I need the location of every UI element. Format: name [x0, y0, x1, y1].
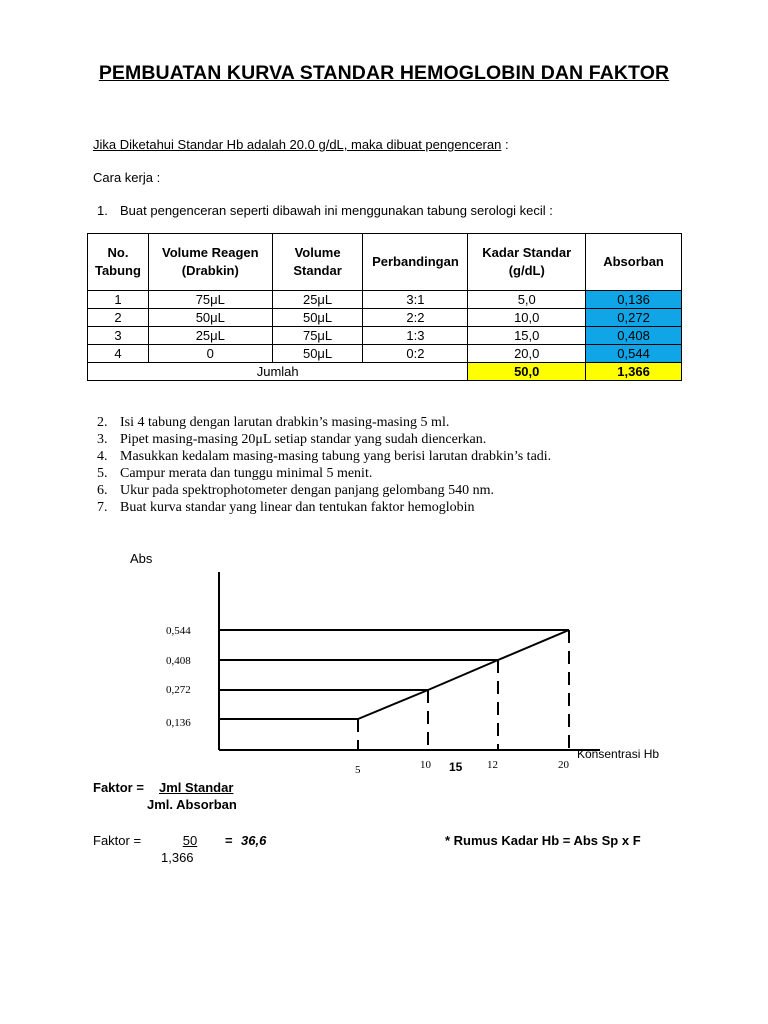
cell-total-absorban: 1,366 [586, 363, 682, 381]
y-tick-label: 0,408 [166, 655, 191, 667]
list-item: 2. Isi 4 tabung dengan larutan drabkin’s masing-masing 5 ml. [97, 415, 450, 430]
list-item: 7. Buat kurva standar yang linear dan tentukan faktor hemoglobin [97, 500, 475, 515]
x-tick-label: 15 [449, 760, 463, 774]
cell-perbandingan: 0:2 [363, 345, 468, 363]
cell-no: 1 [88, 291, 149, 309]
list-item: 6. Ukur pada spektrophotometer dengan panjang gelombang 540 nm. [97, 483, 495, 498]
step-1-text: Buat pengenceran seperti dibawah ini menggunakan tabung serologi kecil : [120, 203, 553, 218]
x-tick-label: 5 [355, 764, 361, 776]
header-absorban: Absorban [586, 234, 682, 291]
cell-standar: 50μL [272, 309, 363, 327]
list-item: 5. Campur merata dan tunggu minimal 5 menit. [97, 466, 373, 481]
rumus-kadar-hb: * Rumus Kadar Hb = Abs Sp x F [445, 833, 641, 848]
y-tick-label: 0,136 [166, 717, 191, 729]
cell-standar: 50μL [272, 345, 363, 363]
list-item: 4. Masukkan kedalam masing-masing tabung yang berisi larutan drabkin’s tadi. [97, 449, 552, 464]
cell-absorban: 0,544 [586, 345, 682, 363]
cell-jumlah-label: Jumlah [88, 363, 468, 381]
cell-reagen: 75μL [148, 291, 272, 309]
header-kadar-standar: Kadar Standar (g/dL) [468, 234, 586, 291]
faktor-denominator-1: Jml. Absorban [147, 797, 237, 812]
header-volume-reagen: Volume Reagen (Drabkin) [148, 234, 272, 291]
faktor-label-1: Faktor = [93, 780, 144, 795]
cell-standar: 25μL [272, 291, 363, 309]
standard-curve-line [358, 630, 569, 719]
faktor-numerator-2: 50 [182, 833, 198, 848]
cell-no: 3 [88, 327, 149, 345]
cara-kerja-label: Cara kerja : [93, 170, 161, 185]
intro-standard-text: Jika Diketahui Standar Hb adalah 20.0 g/dL, maka dibuat pengenceran [93, 137, 502, 152]
faktor-label-2: Faktor = [93, 833, 142, 848]
cell-absorban: 0,272 [586, 309, 682, 327]
x-tick-label: 10 [420, 759, 431, 771]
cell-total-kadar: 50,0 [468, 363, 586, 381]
x-tick-label: 12 [487, 759, 498, 771]
cell-perbandingan: 1:3 [363, 327, 468, 345]
faktor-result: 36,6 [241, 833, 267, 848]
faktor-equals: = [225, 833, 233, 848]
cell-absorban: 0,136 [586, 291, 682, 309]
cell-kadar: 20,0 [468, 345, 586, 363]
cell-kadar: 10,0 [468, 309, 586, 327]
cell-perbandingan: 2:2 [363, 309, 468, 327]
cell-standar: 75μL [272, 327, 363, 345]
intro-standard-colon: : [501, 137, 509, 152]
cell-reagen: 50μL [148, 309, 272, 327]
step-1-number: 1. [97, 203, 108, 218]
graph-x-axis-label: Konsentrasi Hb [577, 747, 660, 761]
cell-kadar: 5,0 [468, 291, 586, 309]
faktor-numerator-1: Jml Standar [159, 780, 234, 795]
header-no-tabung: No. Tabung [88, 234, 149, 291]
list-item: 3. Pipet masing-masing 20μL setiap standar yang sudah diencerkan. [97, 432, 487, 447]
cell-absorban: 0,408 [586, 327, 682, 345]
header-perbandingan: Perbandingan [363, 234, 468, 291]
cell-no: 2 [88, 309, 149, 327]
faktor-denominator-2: 1,366 [161, 850, 194, 865]
y-tick-label: 0,544 [166, 625, 191, 637]
page-title: PEMBUATAN KURVA STANDAR HEMOGLOBIN DAN FAKTOR [98, 62, 670, 84]
cell-reagen: 0 [148, 345, 272, 363]
graph-y-axis-label: Abs [130, 551, 153, 566]
cell-perbandingan: 3:1 [363, 291, 468, 309]
x-tick-label: 20 [558, 759, 569, 771]
y-tick-label: 0,272 [166, 684, 191, 696]
cell-no: 4 [88, 345, 149, 363]
header-volume-standar: Volume Standar [272, 234, 363, 291]
cell-kadar: 15,0 [468, 327, 586, 345]
cell-reagen: 25μL [148, 327, 272, 345]
